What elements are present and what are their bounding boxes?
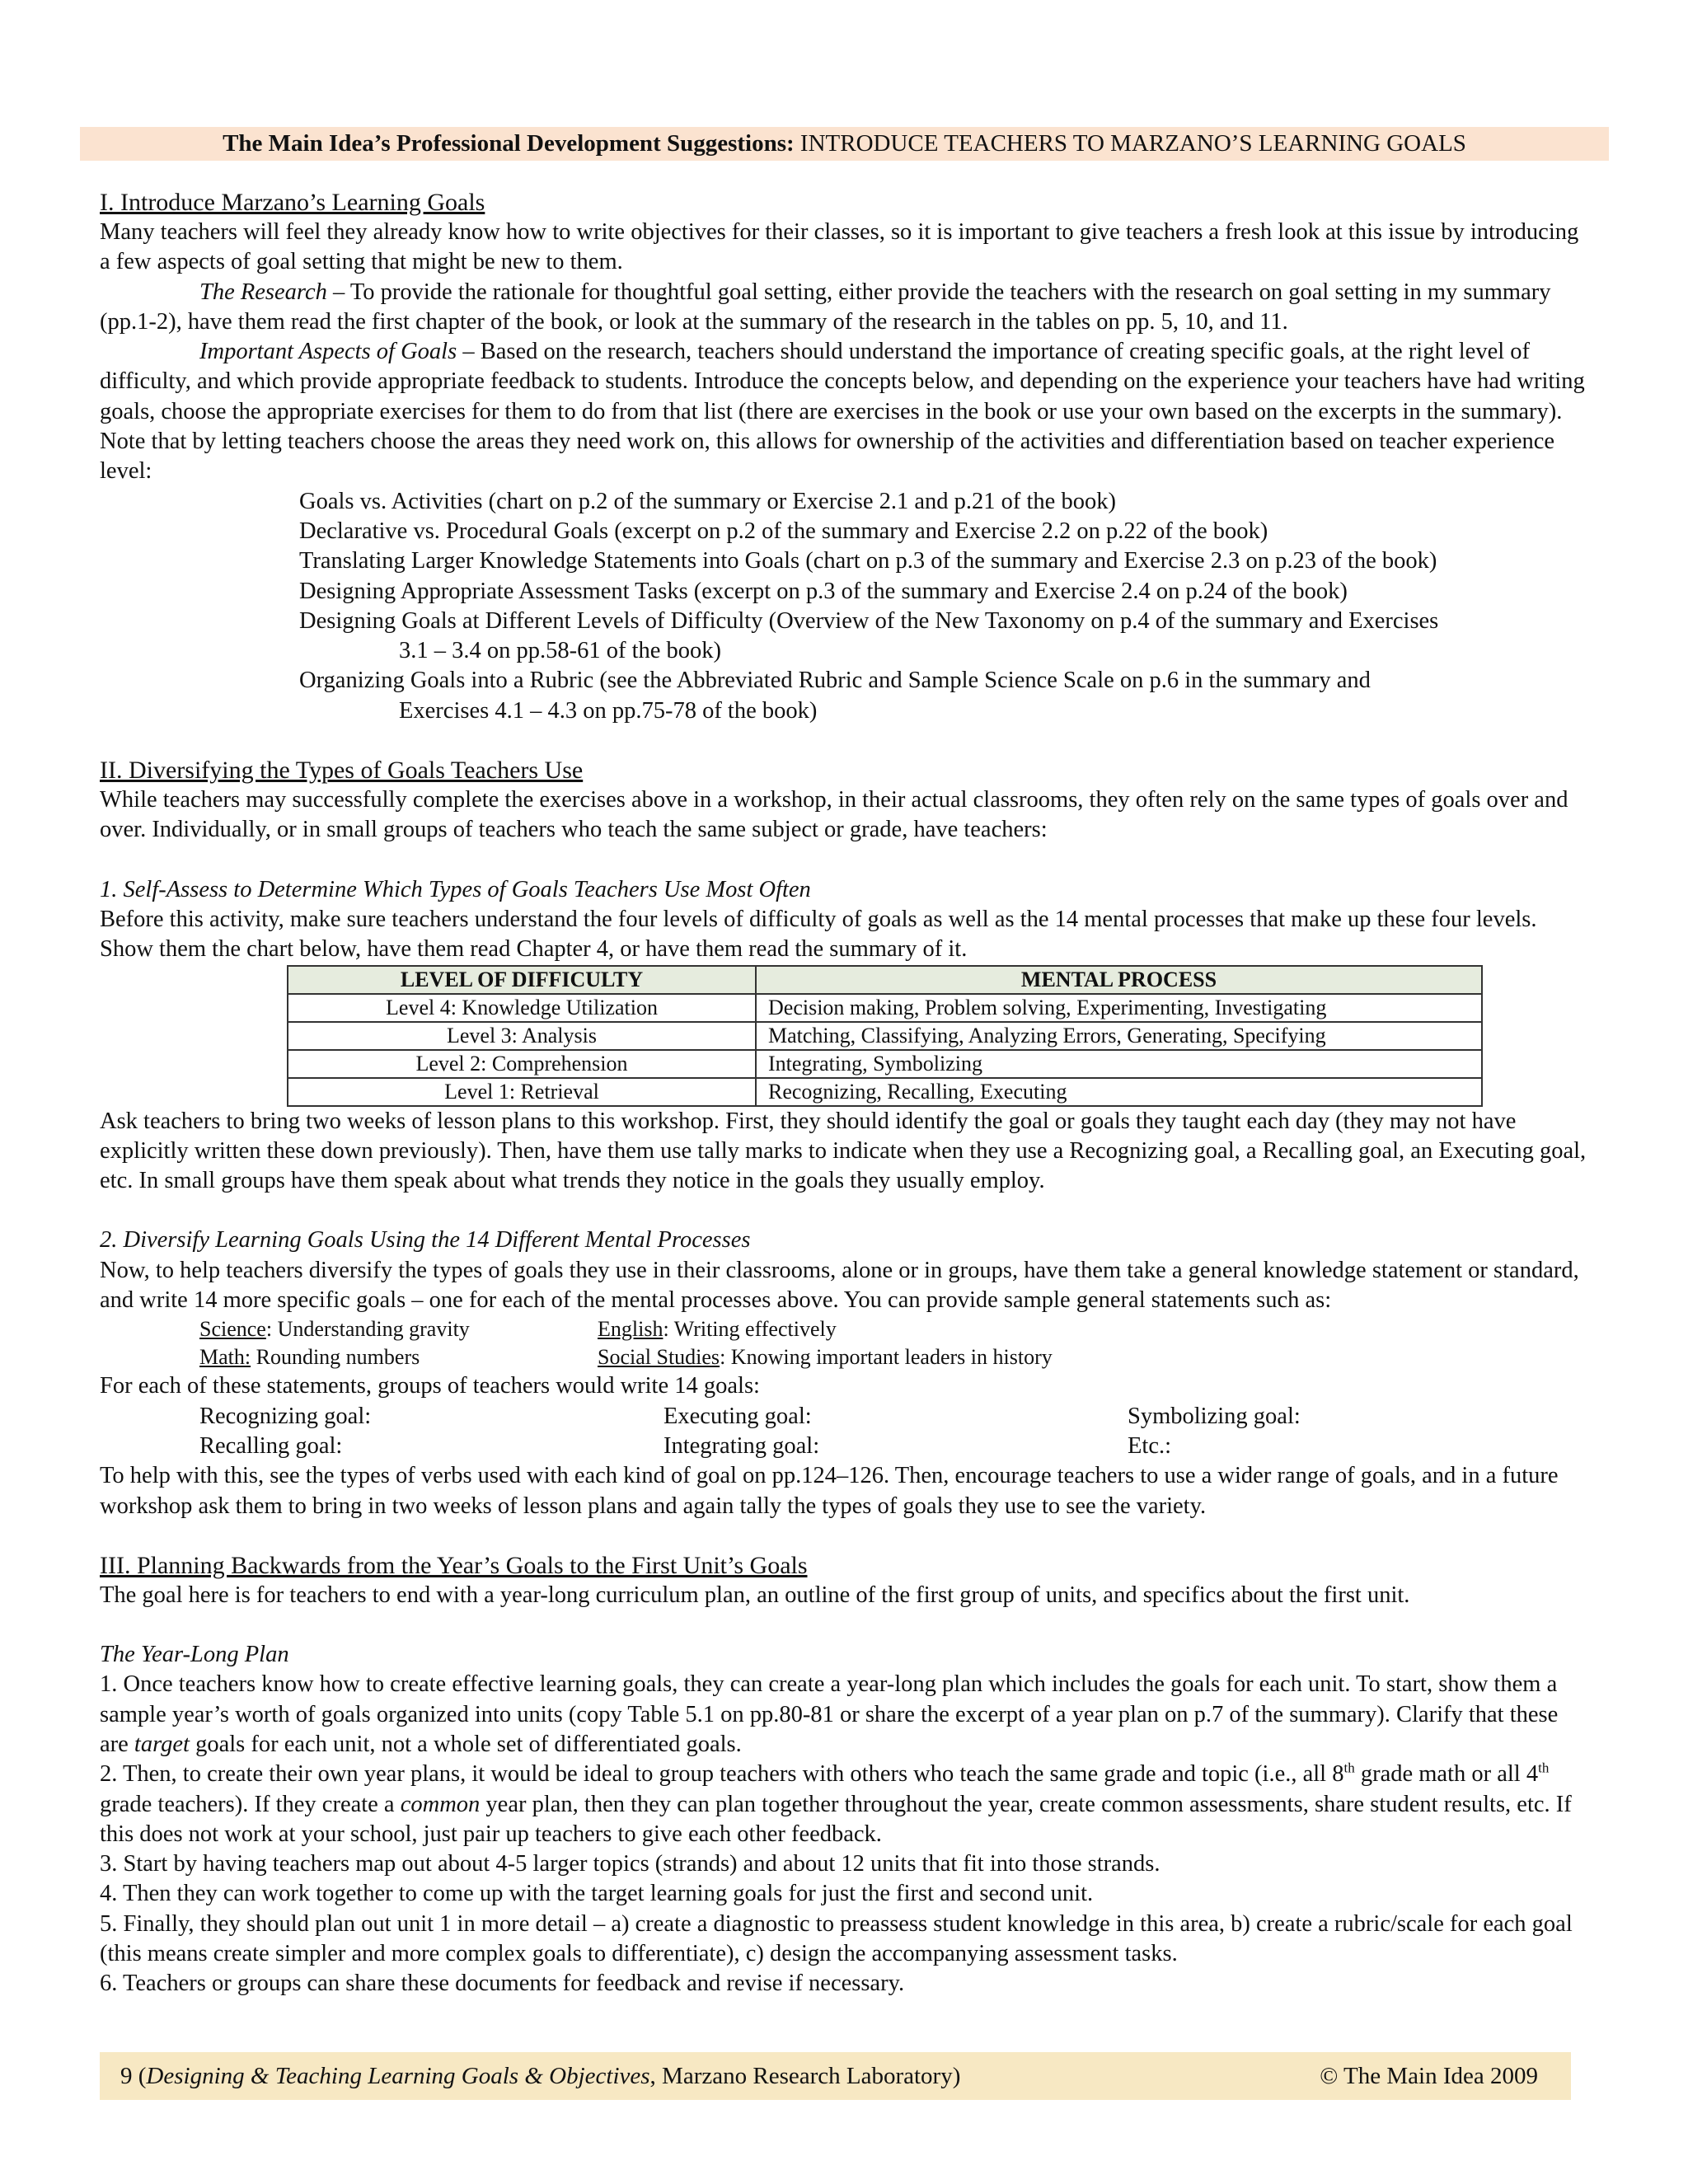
table-row xyxy=(288,994,1482,1022)
goal-label: Symbolizing goal: xyxy=(1128,1403,1301,1429)
section-1-heading: I. Introduce Marzano’s Learning Goals xyxy=(100,189,485,216)
subject-example: Social Studies: Knowing important leaders in history xyxy=(598,1345,1053,1370)
table-row xyxy=(288,1022,1482,1050)
subsection-1-title: 1. Self-Assess to Determine Which Types of Goals Teachers Use Most Often xyxy=(100,876,811,902)
list-item: Goals vs. Activities (chart on p.2 of the summary or Exercise 2.1 and p.21 of the book) xyxy=(299,488,1116,514)
list-item: Organizing Goals into a Rubric (see the Abbreviated Rubric and Sample Science Scale on p.6 in the summary and xyxy=(299,668,1371,694)
aspects-paragraph: Important Aspects of Goals – Based on the research, teachers should understand the importance of creating specific goals, at the right level of difficulty, and which provide appropriate feedback to students. Introduce the concepts below, and depending on the experience your teachers have had writing goals, choose the appropriate exercises for them to do from that list (there are exercises in the book or use your own based on the excerpts in the summary). Note that by letting teachers choose the areas they need work on, this allows for ownership of the activities and differentiation based on teacher experience level: xyxy=(100,339,1585,485)
document-body xyxy=(100,188,1592,1999)
list-item: Designing Appropriate Assessment Tasks (excerpt on p.3 of the summary and Exercise 2.4 on p.24 of the book) xyxy=(299,578,1348,604)
table-cell: Matching, Classifying, Analyzing Errors, Generating, Specifying xyxy=(756,1022,1482,1050)
subject-example: Math: Rounding numbers xyxy=(199,1345,420,1370)
aspects-list xyxy=(299,487,1592,726)
goal-label: Recalling goal: xyxy=(199,1432,343,1459)
table-cell: Integrating, Symbolizing xyxy=(756,1050,1482,1078)
footer-copyright: © The Main Idea 2009 xyxy=(1320,2063,1538,2089)
plan-title: The Year-Long Plan xyxy=(100,1642,289,1668)
goal-label: Integrating goal: xyxy=(663,1432,820,1459)
subsection-2-title: 2. Diversify Learning Goals Using the 14 Different Mental Processes xyxy=(100,1227,751,1254)
plan-step-3: 3. Start by having teachers map out about 4-5 larger topics (strands) and about 12 units that fit into those strands. xyxy=(100,1851,1160,1877)
section-3-heading: III. Planning Backwards from the Year’s Goals to the First Unit’s Goals xyxy=(100,1551,808,1579)
list-item-continued: 3.1 – 3.4 on pp.58-61 of the book) xyxy=(399,638,722,664)
banner-title: INTRODUCE TEACHERS TO MARZANO’S LEARNING GOALS xyxy=(794,130,1466,157)
table-row xyxy=(288,1050,1482,1078)
table-header: MENTAL PROCESS xyxy=(756,966,1482,994)
banner-bold: The Main Idea’s Professional Development Suggestions: xyxy=(223,130,795,157)
section-2-heading: II. Diversifying the Types of Goals Teachers Use xyxy=(100,757,584,785)
plan-step-5: 5. Finally, they should plan out unit 1 in more detail – a) create a diagnostic to preassess student knowledge in this area, b) create a rubric/scale for each goal (this means create simpler and more complex goals to differentiate), c) design the accompanying assessment tasks. xyxy=(100,1910,1573,1967)
goal-labels xyxy=(199,1402,1592,1462)
list-item: Designing Goals at Different Levels of Difficulty (Overview of the New Taxonomy on p.4 of the summary and Exercises xyxy=(299,607,1439,634)
section-3-intro: The goal here is for teachers to end with a year-long curriculum plan, an outline of the first group of units, and specifics about the first unit. xyxy=(100,1582,1410,1608)
plan-step-2: 2. Then, to create their own year plans, it would be ideal to group teachers with others who teach the same grade and topic (i.e., all 8th grade math or all 4th grade teachers). If they create a common year plan, then they can plan together throughout the year, create common assessments, share student results, etc. If this does not work at your school, just pair up teachers to give each other feedback. xyxy=(100,1760,1572,1847)
goal-label: Executing goal: xyxy=(663,1403,812,1429)
plan-step-6: 6. Teachers or groups can share these documents for feedback and revise if necessary. xyxy=(100,1971,905,1997)
subject-examples xyxy=(199,1315,1592,1371)
difficulty-table xyxy=(287,965,1483,1107)
for-each-text: For each of these statements, groups of teachers would write 14 goals: xyxy=(100,1373,760,1399)
goal-label: Etc.: xyxy=(1128,1432,1172,1459)
section-2-closing: To help with this, see the types of verbs used with each kind of goal on pp.124–126. Then, encourage teachers to use a wider range of goals, and in a future workshop ask them to bring in two weeks of lesson plans and again tally the types of goals they use to see the variety. xyxy=(100,1463,1559,1519)
page-banner xyxy=(80,127,1609,161)
subsection-1-text: Before this activity, make sure teachers understand the four levels of difficulty of goals as well as the 14 mental processes that make up these four levels. Show them the chart below, have them read Chapter 4, or have them read the summary of it. xyxy=(100,906,1537,963)
table-cell: Level 3: Analysis xyxy=(288,1022,756,1050)
table-cell: Recognizing, Recalling, Executing xyxy=(756,1078,1482,1106)
section-1-intro: Many teachers will feel they already know how to write objectives for their classes, so it is important to give teachers a fresh look at this issue by introducing a few aspects of goal setting that might be new to them. xyxy=(100,219,1579,275)
table-cell: Level 2: Comprehension xyxy=(288,1050,756,1078)
table-cell: Level 4: Knowledge Utilization xyxy=(288,994,756,1022)
footer-citation: 9 (Designing & Teaching Learning Goals & Objectives, Marzano Research Laboratory) xyxy=(120,2063,961,2089)
table-cell: Level 1: Retrieval xyxy=(288,1078,756,1106)
page-footer xyxy=(100,2052,1571,2100)
subsection-2-text: Now, to help teachers diversify the types of goals they use in their classrooms, alone or in groups, have them take a general knowledge statement or standard, and write 14 more specific goals – one for each of the mental processes above. You can provide sample general statements such as: xyxy=(100,1257,1579,1314)
table-cell: Decision making, Problem solving, Experimenting, Investigating xyxy=(756,994,1482,1022)
plan-step-4: 4. Then they can work together to come up with the target learning goals for just the first and second unit. xyxy=(100,1881,1094,1907)
table-header: LEVEL OF DIFFICULTY xyxy=(288,966,756,994)
research-paragraph: The Research – To provide the rationale for thoughtful goal setting, either provide the teachers with the research on goal setting in my summary (pp.1-2), have them read the first chapter of the book, or look at the summary of the research in the tables on pp. 5, 10, and 11. xyxy=(100,279,1551,335)
subject-example: Science: Understanding gravity xyxy=(199,1317,470,1342)
list-item: Translating Larger Knowledge Statements into Goals (chart on p.3 of the summary and Exercise 2.3 on p.23 of the book) xyxy=(299,548,1437,574)
list-item-continued: Exercises 4.1 – 4.3 on pp.75-78 of the book) xyxy=(399,697,818,724)
subsection-1-after: Ask teachers to bring two weeks of lesson plans to this workshop. First, they should identify the goal or goals they taught each day (they may not have explicitly written these down previously). Then, have them use tally marks to indicate when they use a Recognizing goal, a Recalling goal, an Executing goal, etc. In small groups have them speak about what trends they notice in the goals they usually employ. xyxy=(100,1108,1587,1194)
plan-step-1: 1. Once teachers know how to create effective learning goals, they can create a year-long plan which includes the goals for each unit. To start, show them a sample year’s worth of goals organized into units (copy Table 5.1 on pp.80-81 or share the excerpt of a year plan on p.7 of the summary). Clarify that these are target goals for each unit, not a whole set of differentiated goals. xyxy=(100,1671,1559,1757)
table-row xyxy=(288,1078,1482,1106)
list-item: Declarative vs. Procedural Goals (excerpt on p.2 of the summary and Exercise 2.2 on p.22 of the book) xyxy=(299,518,1268,544)
subject-example: English: Writing effectively xyxy=(598,1317,837,1342)
goal-label: Recognizing goal: xyxy=(199,1403,372,1429)
section-2-intro: While teachers may successfully complete the exercises above in a workshop, in their actual classrooms, they often rely on the same types of goals over and over. Individually, or in small groups of teachers who teach the same subject or grade, have teachers: xyxy=(100,787,1568,843)
table-header-row xyxy=(288,966,1482,994)
